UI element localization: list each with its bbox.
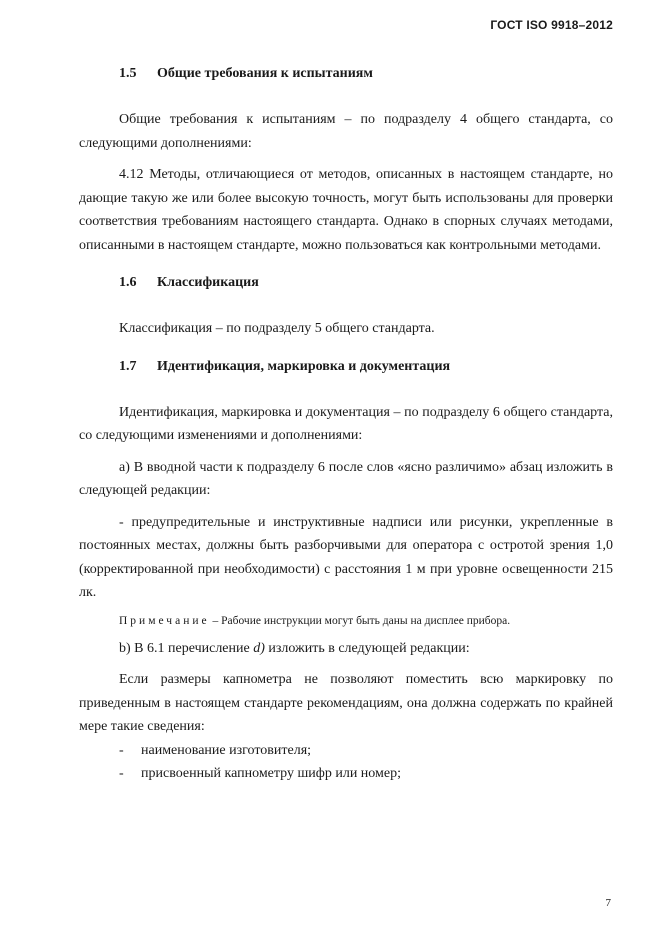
item-b-emphasis: d) [253,640,265,656]
list-item [79,739,613,763]
item-b-suffix: изложить в следующей редакции: [264,640,470,656]
list-item [79,762,613,786]
section-title: Идентификация, маркировка и документация [157,358,451,374]
section-heading-1-7 [119,359,613,375]
paragraph: - предупредительные и инструктивные надписи или рисунки, укрепленные в постоянных местах, должны быть разборчивыми для оператора с остротой зрения 1,0 (корректированной при необходимости) с расстояния 1 м при уровне освещенности 215 лк. [79,514,613,600]
section-number: 1.7 [119,358,137,374]
list-dash: - [119,766,124,781]
section-heading-1-5 [119,66,613,82]
paragraph: Идентификация, маркировка и документация – по подразделу 6 общего стандарта, со следующими изменениями и дополнениями: [79,404,613,443]
section-number: 1.6 [119,275,137,290]
note [79,611,613,631]
list-dash: - [119,742,124,758]
paragraph: Классификация – по подразделу 5 общего стандарта. [119,321,435,336]
page-number: 7 [605,897,611,909]
document-code-header: ГОСТ ISO 9918–2012 [490,18,613,32]
paragraph: Общие требования к испытаниям – по подразделу 4 общего стандарта, со следующими дополнениями: [79,112,613,151]
list-item-text: наименование изготовителя; [141,742,312,758]
section-title: Общие требования к испытаниям [157,66,373,81]
paragraph-item-b [79,637,613,661]
page-content [79,60,613,786]
item-b-prefix: b) В 6.1 перечисление [119,640,254,656]
section-number: 1.5 [119,66,137,81]
paragraph: а) В вводной части к подразделу 6 после слов «ясно различимо» абзац изложить в следующей редакции: [79,459,613,498]
note-label: Примечание [119,614,210,627]
paragraph: 4.12 Методы, отличающиеся от методов, описанных в настоящем стандарте, но дающие такую же или более высокую точность, могут быть использованы для проверки соответствия требованиям настоящего стандарта. Однако в спорных случаях методами, описанными в настоящем стандарте, можно пользоваться как контрольными методами. [79,167,613,253]
list-item-text: присвоенный капнометру шифр или номер; [141,766,401,781]
paragraph: Если размеры капнометра не позволяют поместить всю маркировку по приведенным в настоящем стандарте рекомендациям, она должна содержать по крайней мере такие сведения: [79,672,613,734]
note-text: – Рабочие инструкции могут быть даны на дисплее прибора. [212,614,511,627]
section-title: Классификация [157,275,259,290]
section-heading-1-6 [119,275,613,291]
